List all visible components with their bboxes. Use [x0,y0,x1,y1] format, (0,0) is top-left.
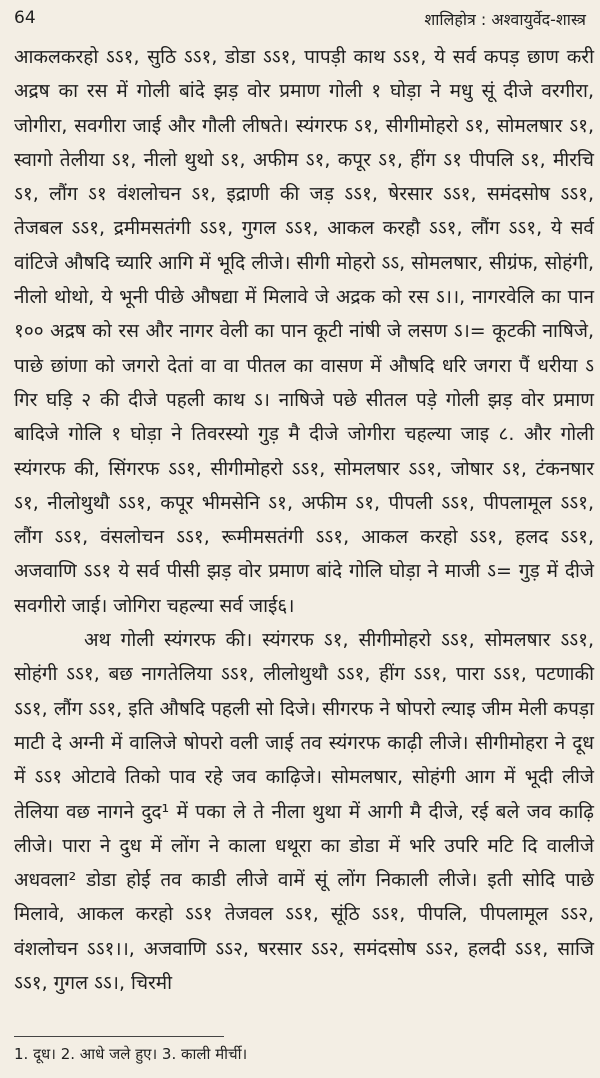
page-number: 64 [14,8,36,28]
page-header [0,6,600,34]
running-head: शालिहोत्र : अश्वायुर्वेद-शास्त्र [424,10,586,29]
body-text [14,40,594,1000]
footnote-rule [14,1036,224,1037]
paragraph-2: अथ गोली स्यंगरफ की। स्यंगरफ ऽ१, सीगीमोहरो ऽऽ१, सोमलषार ऽऽ१, सोहंगी ऽऽ१, बछ नागतेलिया ऽऽ१, लीलोथुथौ ऽऽ१, हींग ऽऽ१, पारा ऽऽ१, पटणाकी ऽऽ१, लौंग ऽऽ१, इति औषदि पहली सो दिजे। सीगरफ ने षोपरो ल्याइ जीम मेली कपड़ा माटी दे अग्नी में वालिजे षोपरो वली जाई तव स्यंगरफ काढ़ी लीजे। सीगीमोहरा ने दूध में ऽऽ१ ओटावे तिको पाव रहे जव काढ़िजे। सोमलषार, सोहंगी आग में भूदी लीजे तेलिया वछ नागने दुद¹ में पका ले ते नीला थुथा में आगी मै दीजे, रई बले जव काढ़ि लीजे। पारा ने दुध में लोंग ने काला धथूरा का डोडा में भरि उपरि मटि दि वालीजे अधवला² डोडा होई तव काडी लीजे वामें सूं लोंग निकाली लीजे। इती सोदि पाछे मिलावे, आकल करहो ऽऽ१ तेजवल ऽऽ१, सूंठि ऽऽ१, पीपलि, पीपलामूल ऽऽ२, वंशलोचन ऽऽ१।।, अजवाणि ऽऽ२, षरसार ऽऽ२, समंदसोष ऽऽ२, हलदी ऽऽ१, साजि ऽऽ१, गुगल ऽऽ।, चिरमी [14,629,594,995]
footnote: 1. दूध। 2. आधे जले हुए। 3. काली मीर्ची। [14,1045,248,1063]
paragraph-1: आकलकरहो ऽऽ१, सुठि ऽऽ१, डोडा ऽऽ१, पापड़ी काथ ऽऽ१, ये सर्व कपड़ छाण करी अद्रष का रस में गोली बांदे झड़ वोर प्रमाण गोली १ घोड़ा ने मधु सूं दीजे वरगीरा, जोगीरा, सवगीरा जाई और गौली लीषते। स्यंगरफ ऽ१, सीगीमोहरो ऽ१, सोमलषार ऽ१, स्वागो तेलीया ऽ१, नीलो थुथो ऽ१, अफीम ऽ१, कपूर ऽ१, हींग ऽ१ पीपलि ऽ१, मीरचि ऽ१, लौंग ऽ१ वंशलोचन ऽ१, इद्राणी की जड़ ऽऽ१, षेरसार ऽऽ१, समंदसोष ऽऽ१, तेजबल ऽऽ१, द्रमीमसतंगी ऽऽ१, गुगल ऽऽ१, आकल करहौ ऽऽ१, लौंग ऽऽ१, ये सर्व वांटिजे औषदि च्यारि आगि में भूदि लीजे। सीगी मोहरो ऽऽ, सोमलषार, सीग्रंफ, सोहंगी, नीलो थोथो, ये भूनी पीछे औषद्या में मिलावे जे अद्रक को रस ऽ।।, नागरवेलि का पान १०० अद्रष को रस और नागर वेली का पान कूटी नांषी जे लसण ऽ।= कूटकी नाषिजे, पाछे छांणा को जगरो देतां वा वा पीतल का वासण में औषदि धरि जगरा पैं धरीया ऽ गिर घड़ि २ की दीजे पहली काथ ऽ। नाषिजे पछे सीतल पड़े गोली झड़ वोर प्रमाण बादिजे गोलि १ घोड़ा ने तिवरस्यो गुड़ मै दीजे जोगीरा चहल्या जाइ ८. और गोली स्यंगरफ की, सिंगरफ ऽऽ१, सीगीमोहरो ऽऽ१, सोमलषार ऽऽ१, जोषार ऽ१, टंकनषार ऽ१, नीलोथुथौ ऽऽ१, कपूर भीमसेनि ऽ१, अफीम ऽ१, पीपली ऽऽ१, पीपलामूल ऽऽ१, लौंग ऽऽ१, वंसलोचन ऽऽ१, रूमीमसतंगी ऽऽ१, आकल करहो ऽऽ१, हलद ऽऽ१, अजवाणि ऽऽ१ ये सर्व पीसी झड़ वोर प्रमाण बांदे गोलि घोड़ा ने माजी ऽ= गुड़ में दीजे सवगीरो जाई। जोगिरा चहल्या सर्व जाई६। [14,46,594,617]
